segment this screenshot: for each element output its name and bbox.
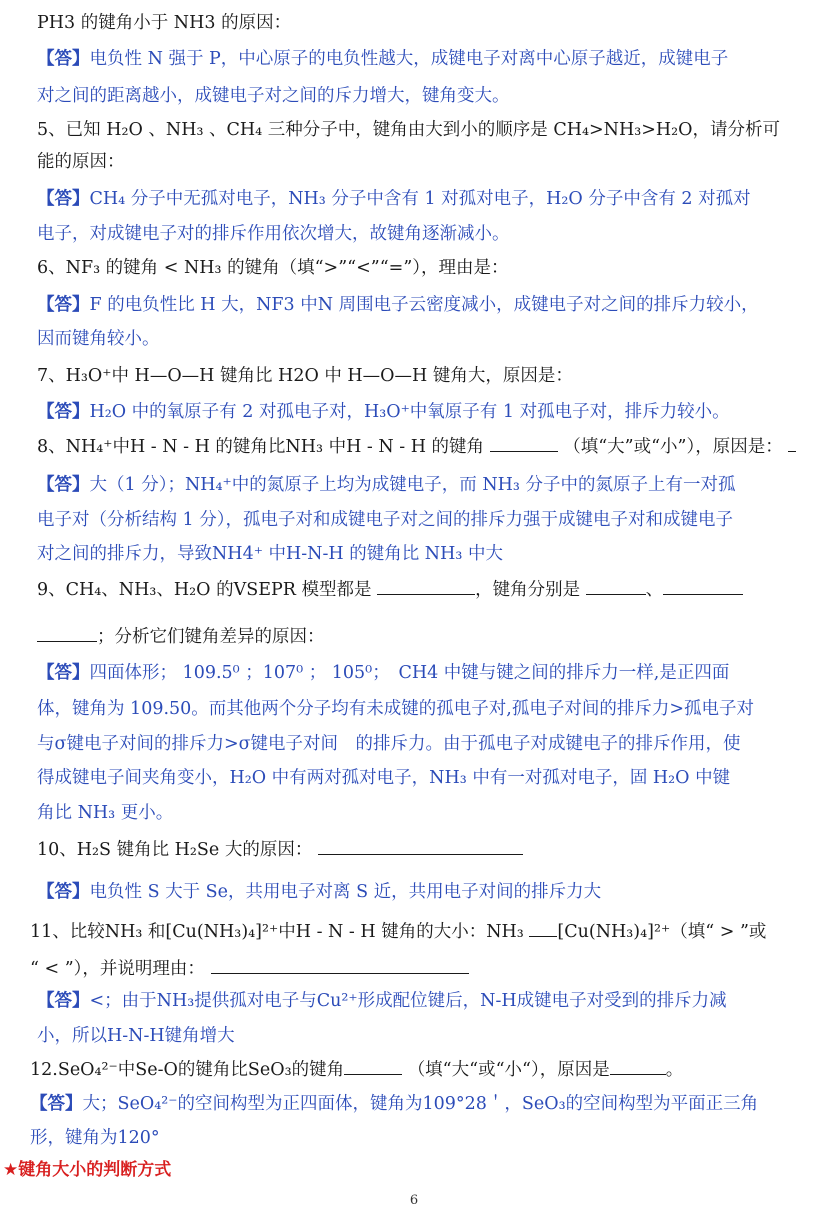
- section-heading: ★键角大小的判断方式: [3, 1160, 172, 1180]
- a9-line-1: 【答】四面体形； 109.5⁰ ；107⁰ ； 105⁰； CH4 中键与键之间的排斥力一样,是正四面: [37, 663, 730, 683]
- answer-label: 【答】: [37, 882, 90, 902]
- a5-line-1: 【答】CH₄ 分子中无孤对电子，NH₃ 分子中含有 1 对孤对电子，H₂O 分子中含有 2 对孤对: [37, 189, 751, 209]
- q7: 7、H₃O⁺中 H—O—H 键角比 H2O 中 H—O—H 键角大，原因是：: [37, 366, 573, 386]
- answer-label: 【答】: [37, 663, 90, 683]
- q11-line-1: 11、比较NH₃ 和[Cu(NH₃)₄]²⁺中H - N - H 键角的大小：NH₃ [Cu(NH₃)₄]²⁺（填“ > ”或: [30, 919, 766, 944]
- answer-label: 【答】: [37, 475, 90, 495]
- a12-line-2: 形，键角为120°: [30, 1128, 160, 1148]
- a8-line-1: 【答】大（1 分）；NH₄⁺中的氮原子上均为成键电子，而 NH₃ 分子中的氮原子上有一对孤: [37, 475, 736, 495]
- q5-line-2: 能的原因：: [37, 152, 125, 172]
- a7: 【答】H₂O 中的氧原子有 2 对孤电子对，H₃O⁺中氧原子有 1 对孤电子对，排斥力较小。: [37, 402, 730, 422]
- intro-answer-line-1: 【答】电负性 N 强于 P，中心原子的电负性越大，成键电子对离中心原子越近，成键电子: [37, 49, 729, 69]
- fill-blank[interactable]: [529, 919, 557, 937]
- q11-line-2: “ < ”），并说明理由：: [30, 956, 469, 981]
- a10: 【答】电负性 S 大于 Se，共用电子对离 S 近，共用电子对间的排斥力大: [37, 882, 602, 902]
- fill-blank[interactable]: [610, 1057, 666, 1075]
- fill-blank[interactable]: [663, 577, 743, 595]
- a6-line-2: 因而键角较小。: [37, 329, 160, 349]
- a11-line-2: 小，所以H-N-H键角增大: [37, 1026, 235, 1046]
- q5-line-1: 5、已知 H₂O 、NH₃ 、CH₄ 三种分子中，键角由大到小的顺序是 CH₄>NH₃>H₂O，请分析可: [37, 120, 781, 140]
- q6: 6、NF₃ 的键角 < NH₃ 的键角（填“>”“<”“=”），理由是：: [37, 258, 509, 278]
- answer-label: 【答】: [30, 1094, 83, 1114]
- fill-blank[interactable]: [490, 434, 558, 452]
- fill-blank[interactable]: [318, 837, 523, 855]
- intro-question: PH3 的键角小于 NH3 的原因：: [37, 13, 292, 33]
- a5-line-2: 电子，对成键电子对的排斥作用依次增大，故键角逐渐减小。: [37, 224, 510, 244]
- a9-line-2: 体，键角为 109.50。而其他两个分子均有未成键的孤电子对,孤电子对间的排斥力>孤电子对: [37, 699, 755, 719]
- fill-blank[interactable]: [211, 956, 469, 974]
- a9-line-4: 得成键电子间夹角变小，H₂O 中有两对孤对电子，NH₃ 中有一对孤对电子，固 H₂O 中键: [37, 768, 731, 788]
- fill-blank[interactable]: [344, 1057, 402, 1075]
- fill-blank[interactable]: [37, 624, 97, 642]
- q9-line-2: ；分析它们键角差异的原因：: [37, 624, 325, 649]
- fill-blank[interactable]: [377, 577, 475, 595]
- q12: 12.SeO₄²⁻中Se-O的键角比SeO₃的键角 （填“大“或“小“），原因是 。: [30, 1057, 683, 1082]
- answer-label: 【答】: [37, 189, 90, 209]
- a8-line-3: 对之间的排斥力，导致NH4⁺ 中H-N-H 的键角比 NH₃ 中大: [37, 544, 503, 564]
- a9-line-5: 角比 NH₃ 更小。: [37, 803, 174, 823]
- answer-label: 【答】: [37, 402, 90, 422]
- page-number: 6: [409, 1193, 419, 1208]
- answer-label: 【答】: [37, 991, 90, 1011]
- intro-answer-line-2: 对之间的距离越小，成键电子对之间的斥力增大，键角变大。: [37, 86, 510, 106]
- q8: 8、NH₄⁺中H - N - H 的键角比NH₃ 中H - N - H 的键角 （填“大”或“小”），原因是：: [37, 434, 796, 459]
- a9-line-3: 与σ键电子对间的排斥力>σ键电子对间 的排斥力。由于孤电子对成键电子的排斥作用，使: [37, 734, 741, 754]
- fill-blank[interactable]: [586, 577, 646, 595]
- a12-line-1: 【答】大；SeO₄²⁻的空间构型为正四面体，键角为109°28＇，SeO₃的空间构型为平面正三角: [30, 1094, 759, 1114]
- q9-line-1: 9、CH₄、NH₃、H₂O 的VSEPR 模型都是 ，键角分别是 、: [37, 577, 743, 602]
- a11-line-1: 【答】<；由于NH₃提供孤对电子与Cu²⁺形成配位键后，N-H成键电子对受到的排斥力减: [37, 991, 727, 1011]
- q10: 10、H₂S 键角比 H₂Se 大的原因：: [37, 837, 523, 862]
- a6-line-1: 【答】F 的电负性比 H 大，NF3 中N 周围电子云密度减小，成键电子对之间的排斥力较小，: [37, 295, 759, 315]
- answer-label: 【答】: [37, 295, 90, 315]
- fill-blank[interactable]: [788, 434, 796, 452]
- answer-label: 【答】: [37, 49, 90, 69]
- a8-line-2: 电子对（分析结构 1 分），孤电子对和成键电子对之间的排斥力强于成键电子对和成键电子: [37, 510, 734, 530]
